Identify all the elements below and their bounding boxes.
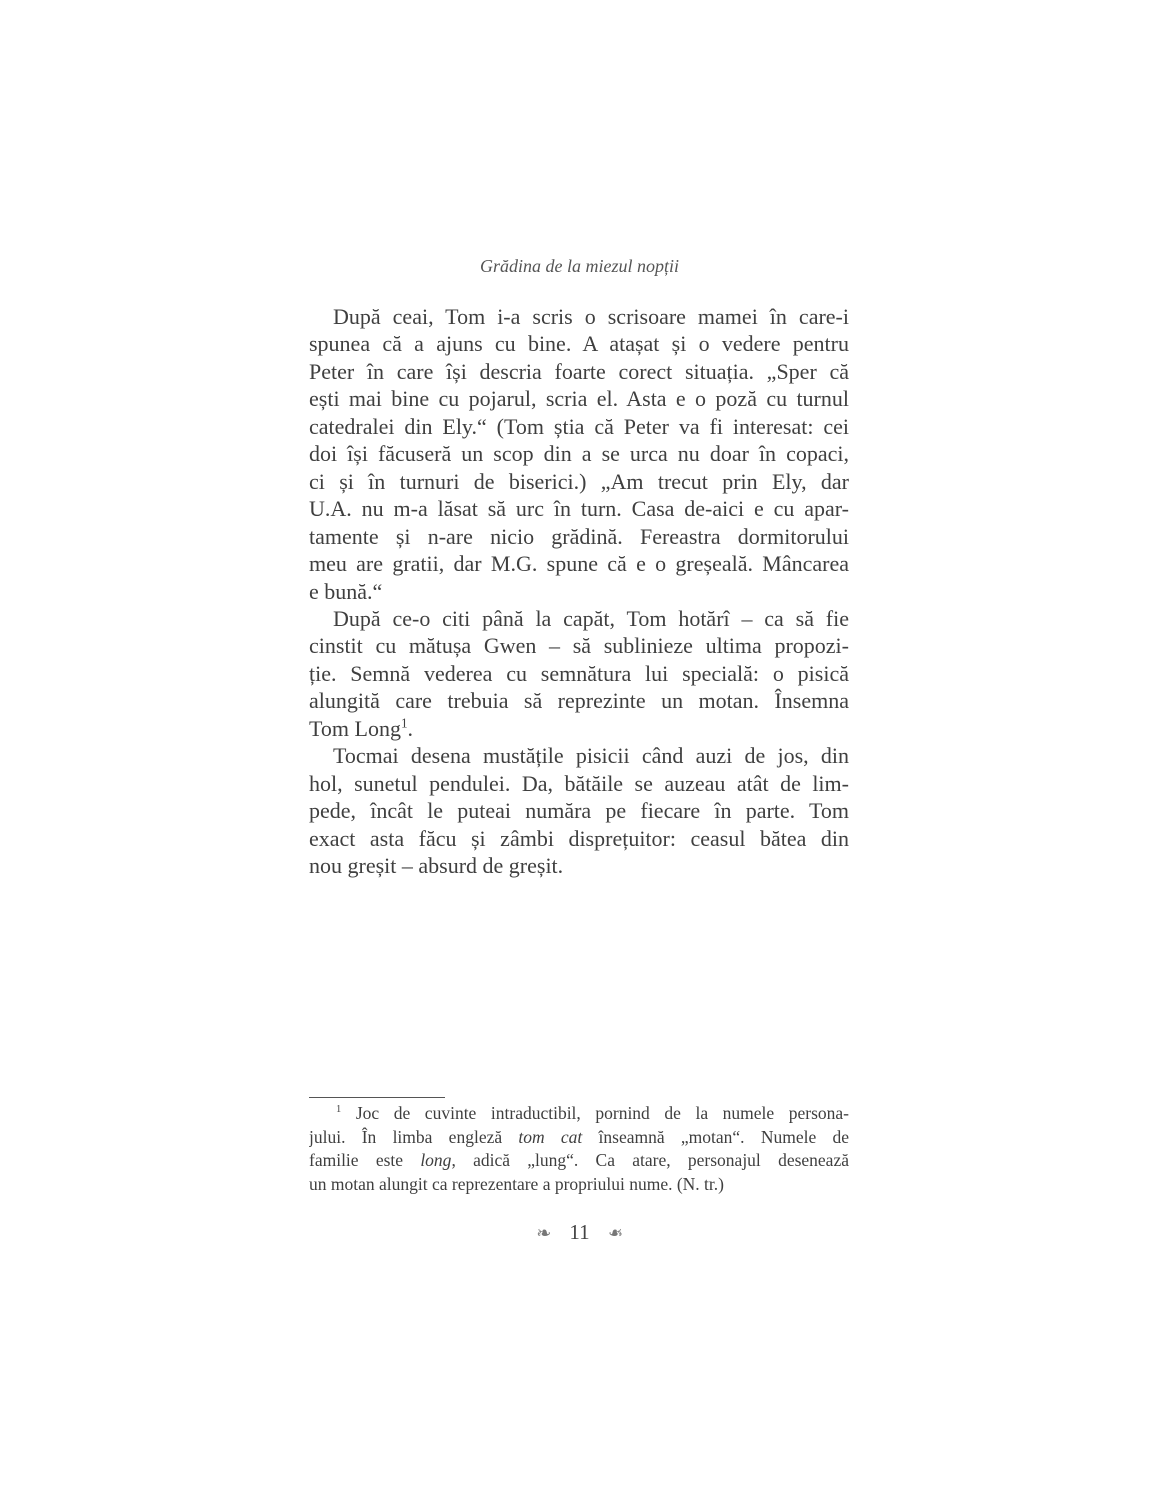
text-segment: Joc de cuvinte intraductibil, pornind de la numele persona- — [341, 1103, 849, 1123]
text-line — [309, 330, 849, 357]
text-line — [309, 440, 849, 467]
text-segment: Peter în care își descria foarte corect situația. „Sper că — [309, 358, 849, 384]
text-segment: , adică „lung“. Ca atare, personajul desenează — [451, 1150, 849, 1171]
running-header: Grădina de la miezul nopții — [480, 256, 679, 276]
text-line — [309, 358, 849, 385]
text-line — [309, 385, 849, 412]
text-line — [309, 660, 849, 687]
footnote-line — [309, 1126, 849, 1149]
text-line — [309, 687, 849, 714]
footnote-line — [309, 1149, 849, 1172]
footnote-line — [309, 1173, 849, 1196]
text-line — [309, 742, 849, 769]
text-segment: doi își făcuseră un scop din a se urca nu doar în copaci, — [309, 441, 849, 467]
footnote-line — [309, 1102, 849, 1125]
text-line — [309, 715, 849, 742]
footnote-marker: 1 — [400, 715, 408, 731]
page-folio — [0, 1220, 1159, 1245]
text-line — [309, 770, 849, 797]
text-line — [309, 852, 849, 879]
text-segment: . — [407, 715, 414, 741]
text-line — [309, 578, 849, 605]
text-line — [309, 605, 849, 632]
left-ornament-icon: ❧ — [536, 1223, 552, 1243]
text-line — [309, 468, 849, 495]
text-segment: meu are gratii, dar M.G. spune că e o greșeală. Mâncarea — [309, 551, 849, 577]
text-line — [309, 495, 849, 522]
italic-text: long — [420, 1150, 452, 1171]
text-line — [309, 797, 849, 824]
text-line — [309, 523, 849, 550]
text-line — [309, 413, 849, 440]
text-segment: un motan alungit ca reprezentare a propriului nume. (N. tr.) — [309, 1174, 724, 1195]
text-segment: Tocmai desena mustățile pisicii când auzi de jos, din — [333, 743, 849, 769]
text-segment: După ceai, Tom i-a scris o scrisoare mamei în care-i — [333, 304, 849, 329]
text-segment: familie este — [309, 1150, 421, 1171]
text-segment: tamente și n-are nicio grădină. Fereastra dormitorului — [309, 523, 849, 549]
text-segment: După ce-o citi până la capăt, Tom hotărî – ca să fie — [333, 605, 849, 631]
text-segment: ești mai bine cu pojarul, scria el. Asta e o poză cu turnul — [309, 386, 849, 412]
text-segment: catedralei din Ely.“ (Tom știa că Peter va fi interesat: cei — [309, 413, 849, 439]
text-segment: spunea că a ajuns cu bine. A atașat și o vedere pentru — [309, 331, 849, 357]
text-line — [309, 825, 849, 852]
text-line — [309, 632, 849, 659]
text-segment: ție. Semnă vederea cu semnătura lui specială: o pisică — [309, 660, 849, 686]
text-segment: Tom Long — [309, 715, 401, 741]
footnote-separator — [309, 1097, 445, 1098]
page-number: 11 — [569, 1220, 590, 1244]
text-segment: hol, sunetul pendulei. Da, bătăile se auzeau atât de lim- — [309, 770, 849, 796]
text-segment: cinstit cu mătușa Gwen – să sublinieze ultima propozi- — [309, 633, 849, 659]
text-segment: nou greșit – absurd de greșit. — [309, 853, 564, 878]
text-segment: e bună.“ — [309, 578, 383, 604]
text-segment: jului. În limba engleză — [309, 1126, 519, 1147]
text-segment: ci și în turnuri de biserici.) „Am trecut prin Ely, dar — [309, 468, 849, 494]
text-segment: U.A. nu m-a lăsat să urc în turn. Casa de-aici e cu apar- — [309, 496, 849, 522]
text-segment: înseamnă „motan“. Numele de — [582, 1126, 849, 1147]
text-segment: exact asta făcu și zâmbi disprețuitor: ceasul bătea din — [309, 825, 849, 851]
italic-text: tom cat — [518, 1126, 583, 1147]
text-segment: pede, încât le puteai număra pe fiecare în parte. Tom — [309, 798, 849, 824]
right-ornament-icon: ❧ — [607, 1223, 623, 1243]
footnote-marker: 1 — [336, 1104, 342, 1116]
text-segment: alungită care trebuia să reprezinte un motan. Însemna — [309, 688, 849, 714]
text-line — [309, 550, 849, 577]
text-line — [309, 303, 849, 330]
